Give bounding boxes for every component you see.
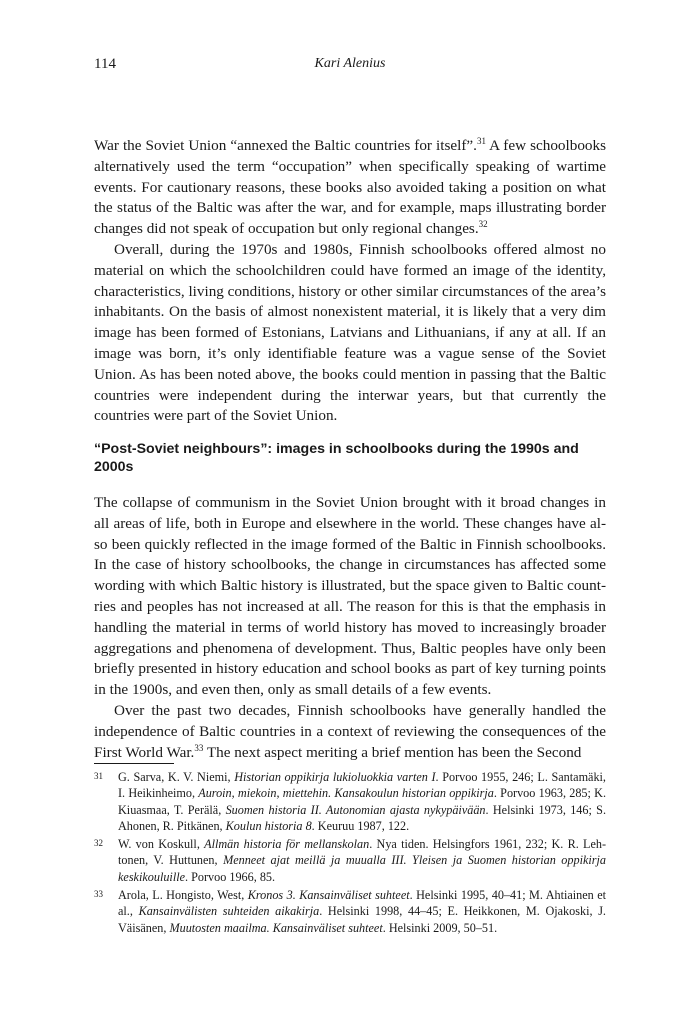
section-heading: “Post-Soviet neighbours”: images in schoolbooks during the 1990s and 2000s [94, 441, 579, 475]
text-run: The next aspect meriting a brief mention has been the Second [203, 743, 582, 761]
footnote-title: Kronos 3. Kansainväliset suhteet [247, 888, 410, 903]
footnote-title: Koulun historia 8 [225, 818, 312, 833]
footnote-text: Arola, L. Hongisto, West, [118, 888, 248, 903]
body-section-2 [94, 493, 606, 763]
footnote-text: G. Sarva, K. V. Niemi, [118, 770, 235, 784]
text-run: War the Soviet Union “annexed the Baltic countries for itself”. [94, 137, 477, 154]
footnote-title: Historian oppikirja lukioluokkia varten I [234, 770, 436, 784]
footnote-title: Auroin, miekoin, miettehin. Kansakoulun historian oppikirja [198, 786, 494, 801]
footnote-divider [94, 763, 174, 764]
footnote-text: . Porvoo 1963, 285; K. Kiuasmaa, T. Perälä, [118, 786, 606, 817]
paragraph: The collapse of communism in the Soviet Union brought with it broad changes in all areas of life, both in Europe and elsewhere in the world. These changes have also been quickly reflected in the image formed of the Baltic in Finnish schoolbooks. In the case of history schoolbooks, the change in circumstances has affected some wording with which Baltic history is illustrated, but the space given to Baltic countries and peoples has not increased at all. The reason for this is that the emphasis in handling the material in terms of world history has moved to increasingly broader aggregations and phenomena of development. Thus, Baltic peoples have only been briefly presented in history education and school books as part of key turning points in the 1900s, and even then, only as small details of a few events. [94, 494, 606, 699]
footnotes [94, 769, 606, 938]
footnote-text: . Helsinki 1973, 146; S. Ahonen, R. Pitkänen, [118, 802, 606, 833]
footnote-text: . Porvoo 1955, 246; L. Santamäki, I. Heikinheimo, [118, 770, 606, 801]
footnote-title: Allmän historia för mellanskolan [204, 837, 370, 852]
paragraph [94, 701, 606, 763]
footnote-ref: 31 [476, 135, 486, 146]
page-number: 114 [94, 56, 116, 72]
footnote-number: 33 [94, 889, 103, 900]
footnote [94, 769, 606, 834]
footnote-text: W. von Koskull, [118, 837, 205, 852]
footnote [94, 887, 606, 936]
body-section-1 [94, 136, 606, 427]
footnote-text: . Porvoo 1966, 85. [185, 869, 276, 884]
footnote-text: . Helsinki 2009, 50–51. [382, 920, 498, 935]
paragraph: Overall, during the 1970s and 1980s, Finnish schoolbooks offered almost no material on which the schoolchildren could have formed an image of the identity, characteristics, living conditions, history or other similar circumstances of the area’s inhabitants. On the basis of almost nonexistent material, it is likely that a very dim image has been formed of Estonians, Latvians and Lithuanians, if any at all. If an image was born, it’s only identifiable feature was a vague sense of the Soviet Union. As has been noted above, the books could mention in passing that the Baltic countries were independent during the interwar years, but that currently the countries were part of the Soviet Union. [94, 240, 606, 425]
footnote [94, 836, 606, 885]
footnote-text: . Keuruu 1987, 122. [311, 818, 410, 833]
footnote-number: 31 [94, 771, 103, 781]
footnote-ref: 32 [478, 219, 488, 230]
footnote-number: 32 [94, 838, 103, 849]
footnote-title: Kansainvälisten suhteiden aikakirja [138, 904, 320, 919]
running-head: Kari Alenius [314, 56, 386, 71]
footnote-ref: 33 [194, 742, 204, 753]
footnote-title: Menneet ajat meillä ja muualla III. Yleisen ja Suomen historian oppikirja keskikouluille [118, 853, 606, 884]
footnote-title: Suomen historia II. Autonomian ajasta nykypäivään [225, 802, 486, 817]
page-header [94, 56, 606, 74]
footnote-title: Muutosten maailma. Kansainväliset suhteet [169, 920, 383, 935]
footnote-text: . Helsinki 1998, 44–45; E. Heikkonen, M. Ojakoski, J. Väisänen, [118, 904, 606, 935]
footnote-text: . Nya tiden. Helsingfors 1961, 232; K. R. Lehtonen, V. Huttunen, [118, 837, 607, 868]
text-run: Over the past two decades, Finnish schoolbooks have generally handled the independence of Baltic countries in a context of reviewing the consequences of the First World War. [94, 701, 606, 761]
text-run: A few schoolbooks alternatively used the term “occupation” when specifically speaking of wartime events. For cautionary reasons, these books also avoided taking a position on what the status of the Baltic was after the war, and for example, maps illustrating border changes did not speak of occupation but only regional changes. [94, 137, 607, 238]
paragraph [94, 136, 606, 240]
footnote-text: . Helsinki 1995, 40–41; M. Ahtiainen et al., [118, 888, 606, 919]
